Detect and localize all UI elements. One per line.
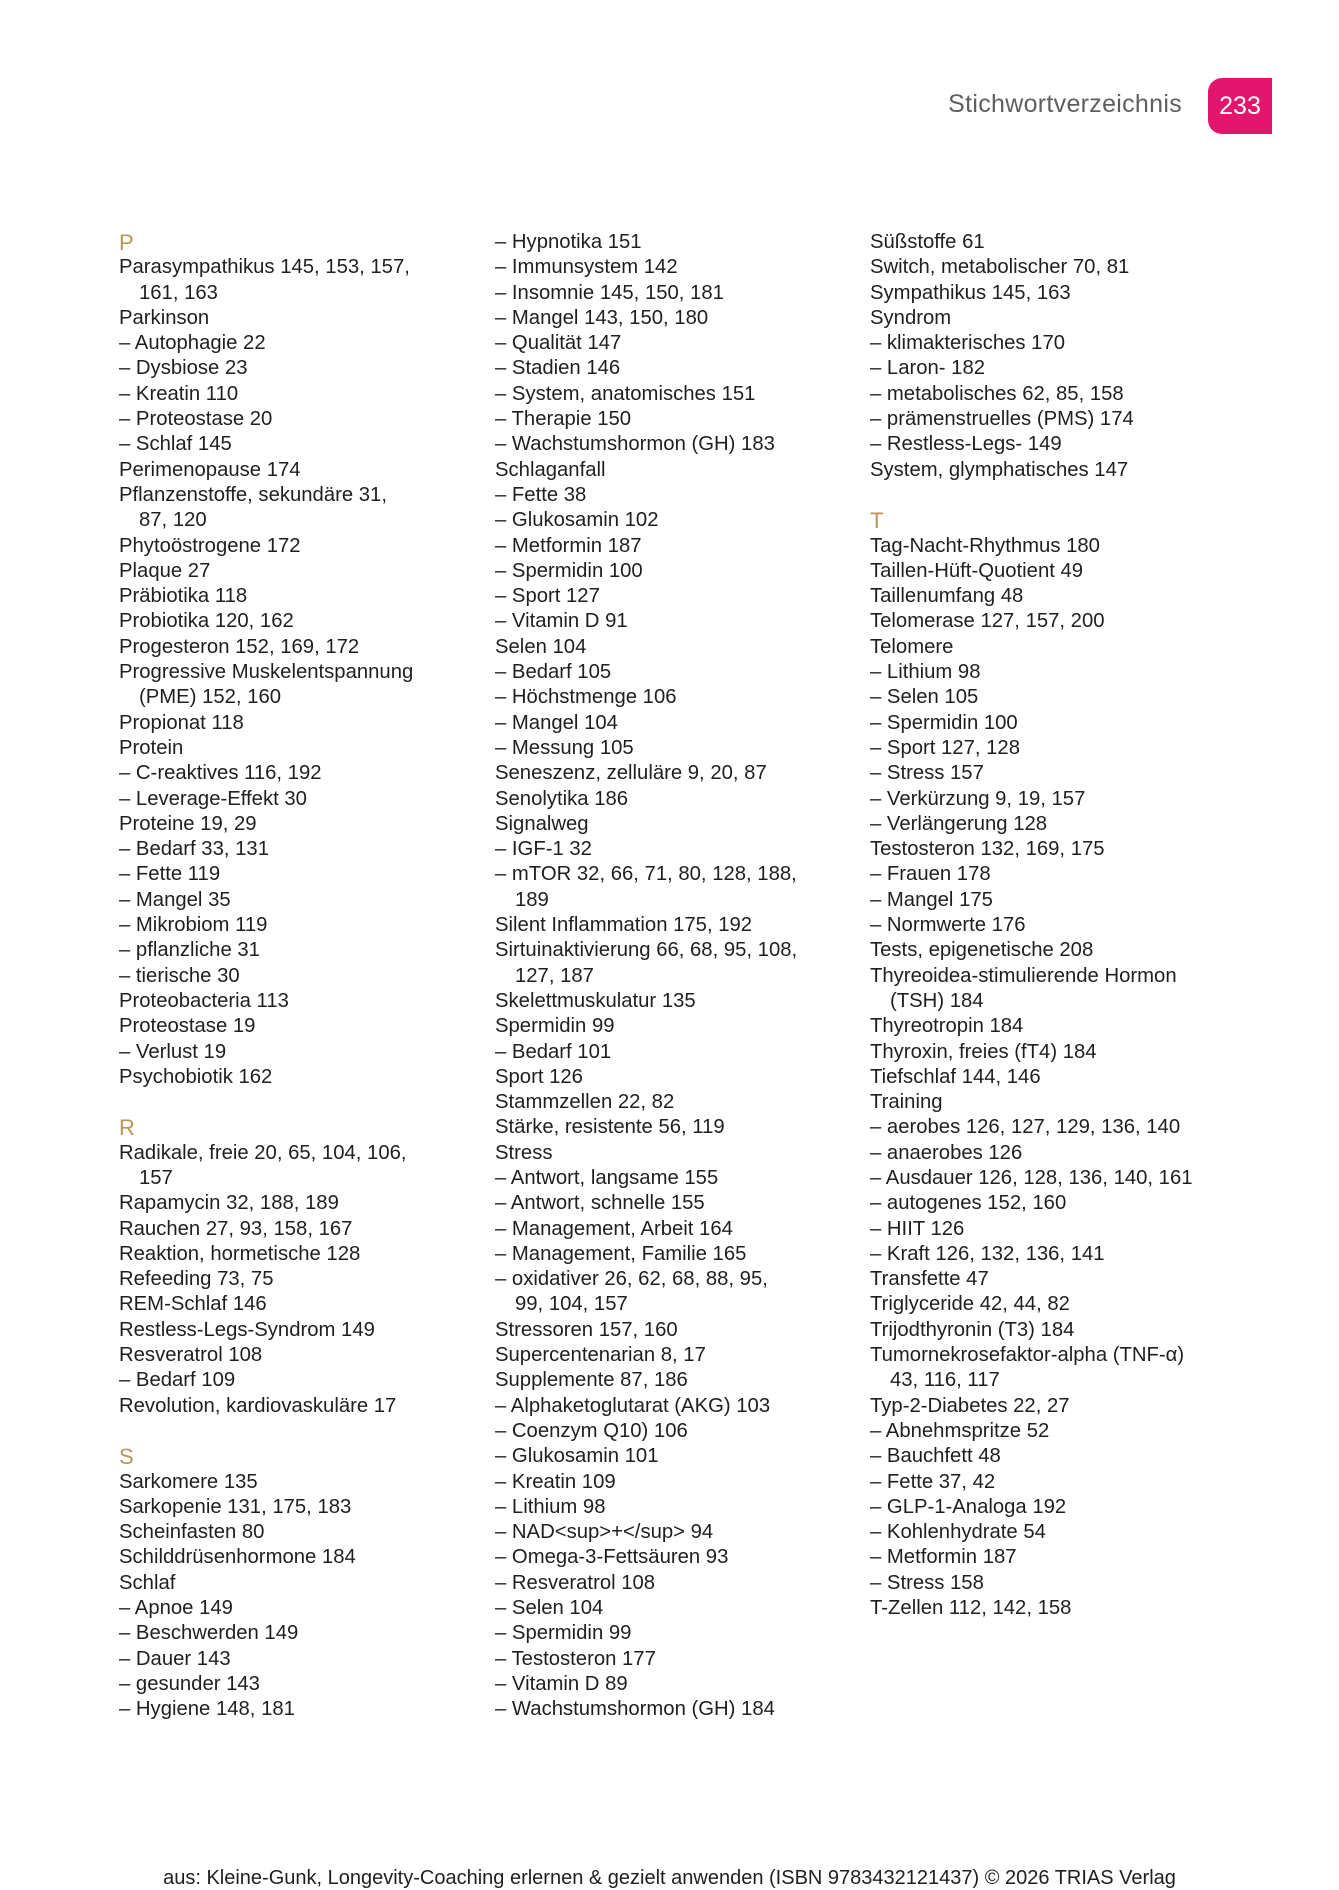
index-entry: Telomere bbox=[870, 635, 954, 658]
index-entry: Probiotika 120, 162 bbox=[119, 610, 294, 633]
index-subentry: – IGF-1 32 bbox=[495, 838, 592, 861]
index-entry: Selen 104 bbox=[495, 635, 587, 658]
section-gap bbox=[870, 483, 1230, 508]
index-subentry: – Vitamin D 91 bbox=[495, 610, 628, 633]
index-entry: Supercentenarian 8, 17 bbox=[495, 1344, 706, 1367]
index-entry: Revolution, kardiovaskuläre 17 bbox=[119, 1394, 397, 1417]
index-subentry: – Leverage-Effekt 30 bbox=[119, 787, 307, 810]
index-subentry: – Kraft 126, 132, 136, 141 bbox=[870, 1242, 1105, 1265]
index-subentry: – Beschwerden 149 bbox=[119, 1622, 299, 1645]
index-entry: Präbiotika 118 bbox=[119, 585, 248, 608]
index-subentry: – klimakterisches 170 bbox=[870, 332, 1066, 355]
index-entry: Triglyceride 42, 44, 82 bbox=[870, 1293, 1070, 1316]
index-entry: Schlaf bbox=[119, 1571, 176, 1594]
index-entry: Scheinfasten 80 bbox=[119, 1521, 265, 1544]
index-subentry: – Frauen 178 bbox=[870, 863, 991, 886]
index-entry: Stress bbox=[495, 1141, 553, 1164]
section-letter: R bbox=[119, 1115, 135, 1141]
index-entry: Signalweg bbox=[495, 812, 589, 835]
index-entry-continuation: (TSH) 184 bbox=[890, 989, 984, 1012]
index-subentry: – Management, Arbeit 164 bbox=[495, 1217, 733, 1240]
index-subentry: – Kreatin 110 bbox=[119, 382, 239, 405]
index-subentry: – Resveratrol 108 bbox=[495, 1571, 656, 1594]
index-entry: Sarkopenie 131, 175, 183 bbox=[119, 1495, 352, 1518]
index-subentry: – metabolisches 62, 85, 158 bbox=[870, 382, 1124, 405]
index-subentry: – Testosteron 177 bbox=[495, 1647, 656, 1670]
index-entry: Proteine 19, 29 bbox=[119, 812, 257, 835]
index-entry: Stammzellen 22, 82 bbox=[495, 1091, 675, 1114]
footer-source: aus: Kleine-Gunk, Longevity-Coaching erlernen & gezielt anwenden (ISBN 9783432121437) © 2026 TRIAS Verlag bbox=[163, 1867, 1176, 1889]
index-entry: Trijodthyronin (T3) 184 bbox=[870, 1318, 1075, 1341]
index-entry: Phytoöstrogene 172 bbox=[119, 534, 301, 557]
index-entry: Switch, metabolischer 70, 81 bbox=[870, 256, 1130, 279]
index-subentry: – Restless-Legs- 149 bbox=[870, 433, 1062, 456]
index-subentry: – Bedarf 109 bbox=[119, 1369, 236, 1392]
index-subentry: – Messung 105 bbox=[495, 736, 634, 759]
index-subentry: – Mangel 175 bbox=[870, 888, 993, 911]
index-subentry: – System, anatomisches 151 bbox=[495, 382, 756, 405]
index-entry: Taillen-Hüft-Quotient 49 bbox=[870, 559, 1084, 582]
index-subentry: – Stress 157 bbox=[870, 762, 984, 785]
index-entry-continuation: 87, 120 bbox=[139, 509, 207, 532]
index-subentry: – Verlängerung 128 bbox=[870, 812, 1048, 835]
index-subentry: – Spermidin 100 bbox=[870, 711, 1018, 734]
index-entry: Supplemente 87, 186 bbox=[495, 1369, 688, 1392]
index-entry: Parkinson bbox=[119, 306, 210, 329]
index-subentry: – Verlust 19 bbox=[119, 1040, 227, 1063]
index-entry: Testosteron 132, 169, 175 bbox=[870, 838, 1105, 861]
index-subentry: – autogenes 152, 160 bbox=[870, 1192, 1067, 1215]
running-header: Stichwortverzeichnis bbox=[948, 90, 1182, 118]
index-entry: Skelettmuskulatur 135 bbox=[495, 989, 696, 1012]
index-subentry: – Glukosamin 102 bbox=[495, 509, 659, 532]
index-column-2 bbox=[495, 230, 855, 1723]
index-subentry: – Höchstmenge 106 bbox=[495, 686, 677, 709]
index-entry: T-Zellen 112, 142, 158 bbox=[870, 1597, 1072, 1620]
section-letter: T bbox=[870, 508, 884, 534]
index-entry: Transfette 47 bbox=[870, 1268, 989, 1291]
index-entry: Typ-2-Diabetes 22, 27 bbox=[870, 1394, 1070, 1417]
index-subentry: – Management, Familie 165 bbox=[495, 1242, 747, 1265]
index-subentry: – Fette 38 bbox=[495, 483, 587, 506]
index-entry: Tiefschlaf 144, 146 bbox=[870, 1065, 1041, 1088]
index-subentry: – mTOR 32, 66, 71, 80, 128, 188, bbox=[495, 863, 797, 886]
index-subentry: – Dysbiose 23 bbox=[119, 357, 248, 380]
index-entry: Refeeding 73, 75 bbox=[119, 1268, 274, 1291]
section-letter: S bbox=[119, 1444, 134, 1470]
index-subentry: – Spermidin 100 bbox=[495, 559, 643, 582]
index-entry: Restless-Legs-Syndrom 149 bbox=[119, 1318, 375, 1341]
index-entry: Tumornekrosefaktor-alpha (TNF-α) bbox=[870, 1344, 1185, 1367]
index-entry: Schlaganfall bbox=[495, 458, 606, 481]
index-subentry: – Fette 119 bbox=[119, 863, 221, 886]
index-subentry: – Therapie 150 bbox=[495, 408, 632, 431]
index-entry: Progressive Muskelentspannung bbox=[119, 661, 414, 684]
index-entry: Protein bbox=[119, 736, 184, 759]
index-subentry: – HIIT 126 bbox=[870, 1217, 965, 1240]
index-subentry: – Antwort, langsame 155 bbox=[495, 1166, 719, 1189]
index-entry: Rapamycin 32, 188, 189 bbox=[119, 1192, 339, 1215]
index-subentry: – gesunder 143 bbox=[119, 1672, 260, 1695]
index-entry: Telomerase 127, 157, 200 bbox=[870, 610, 1105, 633]
section-letter: P bbox=[119, 230, 134, 255]
index-entry: Spermidin 99 bbox=[495, 1015, 615, 1038]
index-subentry: – Stress 158 bbox=[870, 1571, 984, 1594]
index-subentry: – Bedarf 101 bbox=[495, 1040, 612, 1063]
section-gap bbox=[119, 1419, 479, 1444]
index-subentry: – Alphaketoglutarat (AKG) 103 bbox=[495, 1394, 771, 1417]
index-subentry: – GLP-1-Analoga 192 bbox=[870, 1495, 1067, 1518]
index-subentry: – Mangel 104 bbox=[495, 711, 618, 734]
index-entry: Rauchen 27, 93, 158, 167 bbox=[119, 1217, 353, 1240]
index-subentry: – anaerobes 126 bbox=[870, 1141, 1023, 1164]
index-subentry: – Mangel 143, 150, 180 bbox=[495, 306, 709, 329]
index-entry: Training bbox=[870, 1091, 943, 1114]
index-subentry: – Laron- 182 bbox=[870, 357, 986, 380]
section-gap bbox=[119, 1090, 479, 1115]
index-entry: Thyroxin, freies (fT4) 184 bbox=[870, 1040, 1097, 1063]
index-subentry: – Autophagie 22 bbox=[119, 332, 266, 355]
index-subentry: – Normwerte 176 bbox=[870, 914, 1026, 937]
index-entry: Süßstoffe 61 bbox=[870, 231, 985, 253]
index-subentry: – Wachstumshormon (GH) 183 bbox=[495, 433, 775, 456]
index-subentry: – pflanzliche 31 bbox=[119, 939, 260, 962]
index-subentry: – Coenzym Q10) 106 bbox=[495, 1419, 688, 1442]
index-subentry: – Mangel 35 bbox=[119, 888, 231, 911]
index-entry: Schilddrüsenhormone 184 bbox=[119, 1546, 356, 1569]
index-entry: Proteostase 19 bbox=[119, 1015, 256, 1038]
index-subentry: – Proteostase 20 bbox=[119, 408, 273, 431]
index-subentry: – Spermidin 99 bbox=[495, 1622, 632, 1645]
index-entry: Thyreoidea-stimulierende Hormon bbox=[870, 964, 1177, 987]
index-entry: Parasympathikus 145, 153, 157, bbox=[119, 256, 410, 279]
index-entry: Psychobiotik 162 bbox=[119, 1065, 273, 1088]
index-subentry: – Dauer 143 bbox=[119, 1647, 231, 1670]
index-entry-continuation: 189 bbox=[515, 888, 549, 911]
index-subentry: – Vitamin D 89 bbox=[495, 1672, 628, 1695]
index-column-3 bbox=[870, 230, 1230, 1621]
index-subentry: – Glukosamin 101 bbox=[495, 1445, 659, 1468]
index-subentry: – Abnehmspritze 52 bbox=[870, 1419, 1050, 1442]
index-entry: Proteobacteria 113 bbox=[119, 989, 289, 1012]
index-entry: Resveratrol 108 bbox=[119, 1344, 263, 1367]
index-entry: Progesteron 152, 169, 172 bbox=[119, 635, 360, 658]
index-entry: System, glymphatisches 147 bbox=[870, 458, 1129, 481]
index-entry: Stärke, resistente 56, 119 bbox=[495, 1116, 725, 1139]
index-subentry: – Insomnie 145, 150, 181 bbox=[495, 281, 724, 304]
index-subentry: – Selen 104 bbox=[495, 1597, 604, 1620]
index-entry-continuation: (PME) 152, 160 bbox=[139, 686, 282, 709]
index-subentry: – Sport 127 bbox=[495, 585, 600, 608]
index-subentry: – Antwort, schnelle 155 bbox=[495, 1192, 705, 1215]
index-subentry: – Qualität 147 bbox=[495, 332, 622, 355]
index-subentry: – Schlaf 145 bbox=[119, 433, 232, 456]
index-entry: Sympathikus 145, 163 bbox=[870, 281, 1071, 304]
index-entry-continuation: 161, 163 bbox=[139, 281, 218, 304]
index-entry: REM-Schlaf 146 bbox=[119, 1293, 267, 1316]
index-entry: Stressoren 157, 160 bbox=[495, 1318, 678, 1341]
index-entry: Thyreotropin 184 bbox=[870, 1015, 1024, 1038]
index-subentry: – Kreatin 109 bbox=[495, 1470, 616, 1493]
index-subentry: – oxidativer 26, 62, 68, 88, 95, bbox=[495, 1268, 768, 1291]
index-entry: Propionat 118 bbox=[119, 711, 244, 734]
index-entry: Seneszenz, zelluläre 9, 20, 87 bbox=[495, 762, 767, 785]
index-subentry: – Hygiene 148, 181 bbox=[119, 1698, 295, 1721]
index-subentry: – Stadien 146 bbox=[495, 357, 621, 380]
index-subentry: – prämenstruelles (PMS) 174 bbox=[870, 408, 1134, 431]
index-entry: Silent Inflammation 175, 192 bbox=[495, 914, 753, 937]
index-entry-continuation: 43, 116, 117 bbox=[890, 1369, 1000, 1392]
index-subentry: – Lithium 98 bbox=[870, 661, 981, 684]
index-subentry: – Verkürzung 9, 19, 157 bbox=[870, 787, 1086, 810]
index-subentry: – C-reaktives 116, 192 bbox=[119, 762, 322, 785]
index-entry: Sport 126 bbox=[495, 1065, 583, 1088]
index-subentry: – Bauchfett 48 bbox=[870, 1445, 1001, 1468]
index-subentry: – Lithium 98 bbox=[495, 1495, 606, 1518]
index-entry: Sirtuinaktivierung 66, 68, 95, 108, bbox=[495, 939, 798, 962]
index-subentry: – Sport 127, 128 bbox=[870, 736, 1020, 759]
index-subentry: – Bedarf 105 bbox=[495, 661, 612, 684]
index-entry: Senolytika 186 bbox=[495, 787, 629, 810]
index-subentry: – Selen 105 bbox=[870, 686, 979, 709]
index-subentry: – Omega-3-Fettsäuren 93 bbox=[495, 1546, 729, 1569]
index-subentry: – tierische 30 bbox=[119, 964, 240, 987]
index-subentry: – Ausdauer 126, 128, 136, 140, 161 bbox=[870, 1166, 1193, 1189]
index-entry: Tag-Nacht-Rhythmus 180 bbox=[870, 534, 1100, 557]
index-subentry: – Kohlenhydrate 54 bbox=[870, 1521, 1046, 1544]
page-number-badge: 233 bbox=[1208, 78, 1272, 134]
index-entry: Perimenopause 174 bbox=[119, 458, 301, 481]
index-entry: Plaque 27 bbox=[119, 559, 211, 582]
index-entry-continuation: 157 bbox=[139, 1166, 173, 1189]
index-subentry: – Bedarf 33, 131 bbox=[119, 838, 269, 861]
index-entry: Radikale, freie 20, 65, 104, 106, bbox=[119, 1141, 407, 1164]
index-entry: Sarkomere 135 bbox=[119, 1470, 258, 1493]
index-subentry: – Metformin 187 bbox=[870, 1546, 1017, 1569]
index-entry: Taillenumfang 48 bbox=[870, 585, 1024, 608]
index-entry-continuation: 127, 187 bbox=[515, 964, 594, 987]
index-subentry: – Apnoe 149 bbox=[119, 1597, 233, 1620]
index-subentry: – Hypnotika 151 bbox=[495, 231, 642, 253]
index-entry: Tests, epigenetische 208 bbox=[870, 939, 1094, 962]
index-subentry: – Metformin 187 bbox=[495, 534, 642, 557]
index-subentry: – NAD<sup>+</sup> 94 bbox=[495, 1521, 714, 1544]
index-entry: Reaktion, hormetische 128 bbox=[119, 1242, 361, 1265]
index-subentry: – Fette 37, 42 bbox=[870, 1470, 996, 1493]
index-subentry: – aerobes 126, 127, 129, 136, 140 bbox=[870, 1116, 1181, 1139]
index-entry-continuation: 99, 104, 157 bbox=[515, 1293, 628, 1316]
index-subentry: – Mikrobiom 119 bbox=[119, 914, 268, 937]
index-subentry: – Wachstumshormon (GH) 184 bbox=[495, 1698, 775, 1721]
index-subentry: – Immunsystem 142 bbox=[495, 256, 678, 279]
index-column-1 bbox=[119, 230, 479, 1723]
index-entry: Pflanzenstoffe, sekundäre 31, bbox=[119, 483, 387, 506]
index-entry: Syndrom bbox=[870, 306, 952, 329]
